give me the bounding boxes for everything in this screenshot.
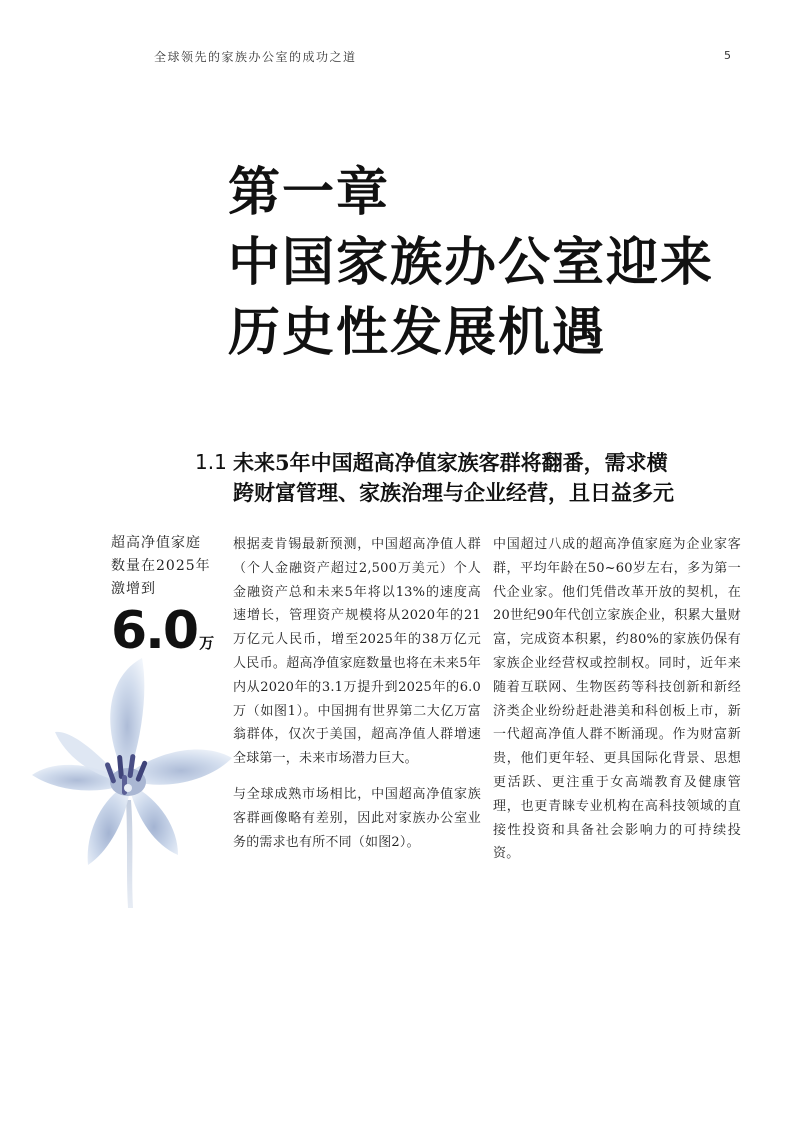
chapter-title-line: 历史性发展机遇 (228, 302, 607, 363)
body-column-2 (493, 533, 741, 866)
lily-flower-illustration (30, 650, 235, 910)
stat-label (111, 532, 221, 601)
stat-unit: 万 (199, 634, 215, 652)
stat-label-line: 激增到 (111, 581, 156, 597)
body-paragraph: 与全球成熟市场相比，中国超高净值家族客群画像略有差别，因此对家族办公室业务的需求也有所不同（如图2）。 (233, 786, 481, 850)
section-number: 1.1 (195, 450, 227, 474)
stat-value: 6.0 (111, 601, 198, 661)
body-paragraph: 中国超过八成的超高净值家庭为企业家客群，平均年龄在50~60岁左右，多为第一代企业家。他们凭借改革开放的契机，在20世纪90年代创立家族企业，积累大量财富，完成资本积累，约80%的家族仍保有家族企业经营权或控制权。同时，近年来随着互联网、生物医药等科技创新和新经济类企业纷纷赶赴港美和科创板上市，新一代超高净值人群不断涌现。作为财富新贵，他们更年轻、更具国际化背景、思想更活跃、更注重于女高端教育及健康管理，也更青睐专业机构在高科技领域的直接性投资和具备社会影响力的可持续投资。 (493, 537, 741, 862)
stat-label-line: 超高净值家庭 (111, 535, 201, 551)
running-title: 全球领先的家族办公室的成功之道 (154, 50, 357, 64)
chapter-title (228, 158, 748, 368)
body-column-1 (233, 533, 481, 854)
chapter-title-line: 第一章 (228, 162, 391, 223)
stat-callout (111, 532, 221, 661)
chapter-title-line: 中国家族办公室迎来 (228, 232, 715, 293)
section-title (233, 448, 743, 508)
section-title-line: 未来5年中国超高净值家族客群将翻番，需求横 (233, 450, 668, 475)
stat-label-line: 数量在2025年 (111, 558, 211, 574)
section-title-line: 跨财富管理、家族治理与企业经营，且日益多元 (233, 480, 674, 505)
page-number: 5 (724, 49, 731, 62)
body-paragraph: 根据麦肯锡最新预测，中国超高净值人群（个人金融资产超过2,500万美元）个人金融资产总和未来5年将以13%的速度高速增长，管理资产规模将从2020年的21万亿元人民币，增至2025年的38万亿元人民币。超高净值家庭数量也将在未来5年内从2020年的3.1万提升到2025年的6.0万（如图1）。中国拥有世界第二大亿万富翁群体，仅次于美国，超高净值人群增速全球第一，未来市场潜力巨大。 (233, 537, 481, 767)
